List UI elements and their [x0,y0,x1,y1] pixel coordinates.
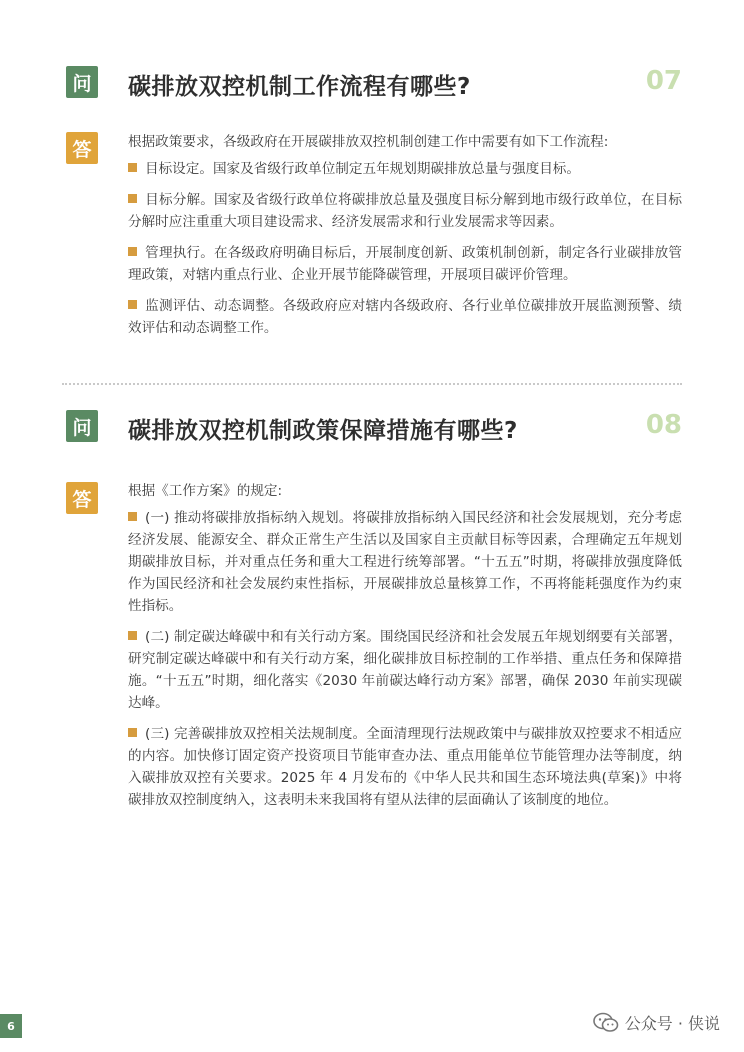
question-badge-2: 问 [66,410,98,442]
list-item: (三) 完善碳排放双控相关法规制度。全面清理现行法规政策中与碳排放双控要求不相适应的内容。加快修订固定资产投资项目节能审查办法、重点用能单位节能管理办法等制度，纳入碳排放双控有关要求。2025 年 4 月发布的《中华人民共和国生态环境法典(草案)》中将碳排放双控制度纳入，这表明未来我国将有望从法律的层面确认了该制度的地位。 [128,726,682,808]
bullet-square-icon [128,512,137,521]
list-item: (二) 制定碳达峰碳中和有关行动方案。围绕国民经济和社会发展五年规划纲要有关部署，研究制定碳达峰碳中和有关行动方案，细化碳排放目标控制的工作举措、重点任务和保障措施。“十五五”时期，细化落实《2030 年前碳达峰行动方案》部署，确保 2030 年前实现碳达峰。 [128,629,682,711]
list-item: 目标分解。国家及省级行政单位将碳排放总量及强度目标分解到地市级行政单位，在目标分解时应注重重大项目建设需求、经济发展需求和行业发展需求等因素。 [128,192,682,230]
answer-body-1 [128,131,682,348]
list-item: 监测评估、动态调整。各级政府应对辖内各级政府、各行业单位碳排放开展监测预警、绩效评估和动态调整工作。 [128,298,682,336]
question-number-1: 07 [645,66,682,96]
answer-intro-1: 根据政策要求，各级政府在开展碳排放双控机制创建工作中需要有如下工作流程: [128,134,609,150]
bullet-square-icon [128,631,137,640]
list-item: 管理执行。在各级政府明确目标后，开展制度创新、政策机制创新，制定各行业碳排放管理政策，对辖内重点行业、企业开展节能降碳管理，开展项目碳评价管理。 [128,245,682,283]
answer-badge-2: 答 [66,482,98,514]
watermark [593,1011,720,1034]
list-item: 目标设定。国家及省级行政单位制定五年规划期碳排放总量与强度目标。 [128,158,682,180]
answer-badge-1: 答 [66,132,98,164]
bullet-square-icon [128,194,137,203]
page-number: 6 [0,1014,22,1038]
question-badge-1: 问 [66,66,98,98]
watermark-text: 公众号 · 侠说 [624,1014,720,1033]
bullet-square-icon [128,163,137,172]
bullet-square-icon [128,247,137,256]
bullet-square-icon [128,728,137,737]
list-item: (一) 推动将碳排放指标纳入规划。将碳排放指标纳入国民经济和社会发展规划，充分考虑经济发展、能源安全、群众正常生产生活以及国家自主贡献目标等因素，合理确定五年规划期碳排放目标，并对重点任务和重大工程进行统筹部署。“十五五”时期，将碳排放强度降低作为国民经济和社会发展约束性指标，开展碳排放总量核算工作，不再将能耗强度作为约束性指标。 [128,510,682,614]
answer-intro-2: 根据《工作方案》的规定: [128,483,283,499]
wechat-icon [593,1012,619,1034]
bullet-square-icon [128,300,137,309]
question-title-1: 碳排放双控机制工作流程有哪些? [128,74,471,100]
answer-body-2 [128,480,682,820]
section-divider [62,383,682,385]
question-number-2: 08 [645,410,682,440]
question-title-2: 碳排放双控机制政策保障措施有哪些? [128,418,518,444]
